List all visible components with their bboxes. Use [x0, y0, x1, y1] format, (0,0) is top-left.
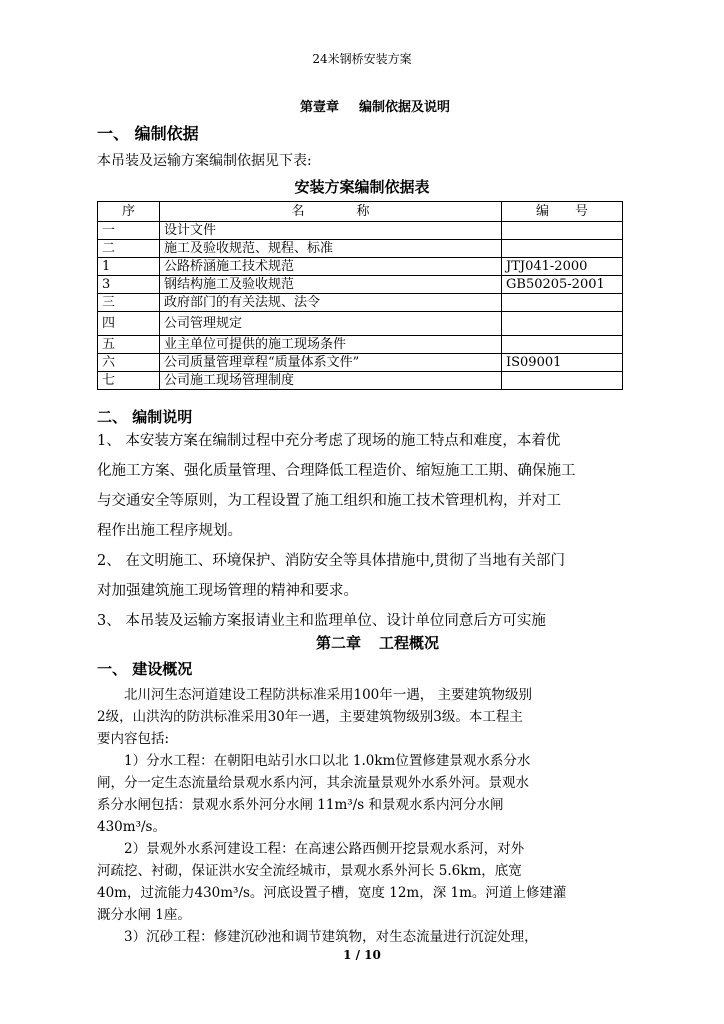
cell-seq: 3	[98, 276, 160, 294]
section3-title: 一、 建设概况	[97, 660, 193, 678]
cell-code: IS09001	[502, 354, 623, 372]
section3-line: 系分水闸包括：景观水系外河分水闸 11m³/s 和景观水系内河分水闸	[97, 797, 504, 813]
section3-line: 430m³/s。	[97, 819, 166, 835]
table-row	[98, 372, 623, 390]
table-row	[98, 258, 623, 276]
chapter2-num: 第二章	[316, 634, 362, 652]
chapter1-num: 第壹章	[300, 100, 340, 115]
cell-name: 钢结构施工及验收规范	[160, 276, 502, 294]
cell-name: 公司质量管理章程“质量体系文件”	[160, 354, 502, 372]
page-number: 1 / 10	[343, 948, 381, 962]
table-row	[98, 276, 623, 294]
cell-code	[502, 240, 623, 258]
cell-name: 设计文件	[160, 222, 502, 240]
basis-table	[97, 201, 623, 390]
table-row	[98, 222, 623, 240]
cell-seq: 四	[98, 312, 160, 336]
section2-line: 1、 本安装方案在编制过程中充分考虑了现场的施工特点和难度，本着优	[97, 433, 561, 449]
col-header-name: 名 称	[160, 202, 502, 222]
section3-line: 溉分水闸 1座。	[97, 907, 191, 923]
chapter2-title: 工程概况	[379, 634, 440, 652]
cell-seq: 六	[98, 354, 160, 372]
cell-seq: 一	[98, 222, 160, 240]
cell-code	[502, 336, 623, 354]
section3-line: 河疏挖、衬砌，保证洪水安全流经城市，景观水系外河长 5.6km，底宽	[97, 863, 522, 879]
cell-name: 业主单位可提供的施工现场条件	[160, 336, 502, 354]
cell-code	[502, 312, 623, 336]
section3-line: 要内容包括:	[97, 731, 170, 747]
section2-body	[97, 426, 576, 636]
cell-seq: 五	[98, 336, 160, 354]
table-row	[98, 240, 623, 258]
section3-line: 2级，山洪沟的防洪标准采用30年一遇，主要建筑物级别3级。本工程主	[97, 709, 523, 725]
section3-line: 40m，过流能力430m³/s。河底设置子槽，宽度 12m，深 1m。河道上修建灌	[97, 885, 567, 901]
section3-line: 闸，分一定生态流量给景观水系内河，其余流量景观外水系外河。景观水	[97, 775, 529, 791]
cell-code	[502, 222, 623, 240]
table-row	[98, 354, 623, 372]
section2-line: 与交通安全等原则，为工程设置了施工组织和施工技术管理机构，并对工	[97, 493, 561, 509]
cell-name: 公司管理规定	[160, 312, 502, 336]
section3-line: 2）景观外水系河建设工程：在高速公路西侧开挖景观水系河，对外	[97, 841, 525, 857]
table-row	[98, 336, 623, 354]
section2-line: 3、 本吊装及运输方案报请业主和监理单位、设计单位同意后方可实施	[97, 613, 546, 629]
cell-code	[502, 372, 623, 390]
section2-title: 二、 编制说明	[97, 408, 193, 426]
cell-code: JTJ041-2000	[502, 258, 623, 276]
cell-name: 政府部门的有关法规、法令	[160, 294, 502, 312]
section1-intro: 本吊装及运输方案编制依据见下表:	[97, 153, 312, 169]
cell-seq: 二	[98, 240, 160, 258]
section2-line: 2、 在文明施工、环境保护、消防安全等具体措施中,贯彻了当地有关部门	[97, 553, 565, 569]
chapter1-heading	[300, 96, 450, 115]
section1-title: 一、 编制依据	[97, 124, 199, 143]
col-header-code: 编 号	[502, 202, 623, 222]
section2-line: 对加强建筑施工现场管理的精神和要求。	[97, 583, 358, 599]
section3-body	[97, 684, 566, 948]
col-header-seq: 序	[98, 202, 160, 222]
table-header-row	[98, 202, 623, 222]
cell-seq: 1	[98, 258, 160, 276]
table-row	[98, 294, 623, 312]
page-header: 24米钢桥安装方案	[312, 52, 412, 66]
section3-line: 3）沉砂工程：修建沉砂池和调节建筑物，对生态流量进行沉淀处理，	[97, 929, 538, 945]
table-title: 安装方案编制依据表	[294, 178, 430, 196]
section2-line: 程作出施工程序规划。	[97, 523, 242, 539]
cell-code: GB50205-2001	[502, 276, 623, 294]
table-row	[98, 312, 623, 336]
cell-name: 公司施工现场管理制度	[160, 372, 502, 390]
cell-seq: 三	[98, 294, 160, 312]
section3-line: 北川河生态河道建设工程防洪标准采用100年一遇， 主要建筑物级别	[97, 687, 533, 703]
cell-code	[502, 294, 623, 312]
section2-line: 化施工方案、强化质量管理、合理降低工程造价、缩短施工工期、确保施工	[97, 463, 576, 479]
cell-name: 公路桥涵施工技术规范	[160, 258, 502, 276]
chapter2-heading	[316, 632, 439, 653]
cell-seq: 七	[98, 372, 160, 390]
cell-name: 施工及验收规范、规程、标准	[160, 240, 502, 258]
chapter1-title: 编制依据及说明	[359, 100, 451, 115]
section3-line: 1）分水工程：在朝阳电站引水口以北 1.0km位置修建景观水系分水	[97, 753, 531, 769]
